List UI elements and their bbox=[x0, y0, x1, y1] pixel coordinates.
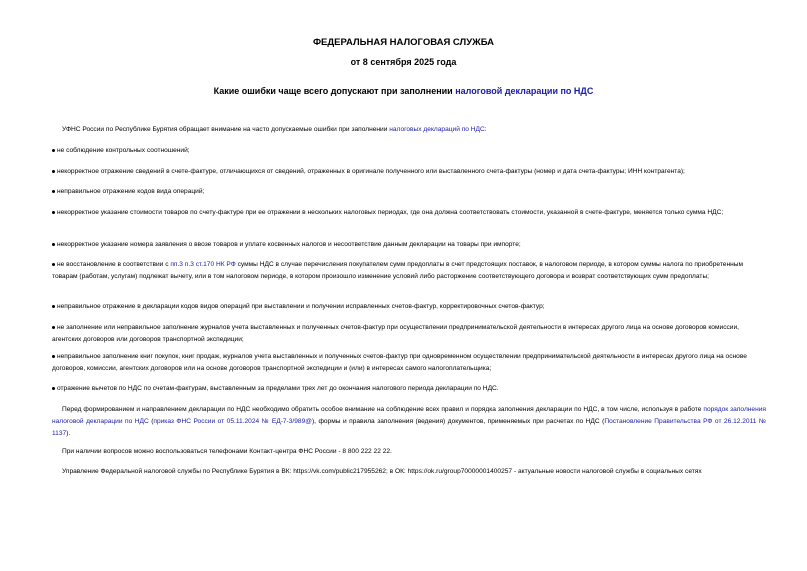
list-item-text: неправильное заполнение книг покупок, книг продаж, журналов учета выставленных и полученных счетов-фактур при одновременном осуществлении предпринимательской деятельности в интересах другого лица на основе договоров, комиссии, агентских договоров или на основе договоров транспортной экспедиции и (или) в интересах самого налогоплательщика; bbox=[52, 353, 747, 372]
bullet-icon bbox=[52, 243, 55, 246]
bullet-icon bbox=[52, 305, 55, 308]
social-paragraph: Управление Федеральной налоговой службы по Республике Бурятия в ВК: https://vk.com/public217955262; в ОК: https://ok.ru/group70000001400257 - актуальные новости налоговой службы в социальных сетях bbox=[62, 468, 702, 475]
closing-text: ( bbox=[148, 418, 154, 425]
bullet-icon bbox=[52, 149, 55, 152]
list-item-text: неправильное отражение кодов вида операций; bbox=[57, 188, 205, 195]
document-date: от 8 сентября 2025 года bbox=[350, 57, 457, 67]
filling-order-link[interactable]: порядок заполнения налоговой декларации по НДС bbox=[52, 406, 766, 425]
list-item-text: некорректное указание стоимости товаров по счету-фактуре при ее отражении в нескольких налоговых периодах, где она должна соответствовать стоимости, указанной в счете-фактуре, меняется только сумма НДС; bbox=[57, 209, 724, 216]
government-decree-link[interactable]: Постановление Правительства РФ от 26.12.2011 № 1137 bbox=[52, 418, 766, 437]
list-item bbox=[52, 322, 766, 346]
intro-text: УФНС России по Республике Бурятия обращает внимание на часто допускаемые ошибки при заполнении bbox=[62, 126, 390, 133]
bullet-icon bbox=[52, 190, 55, 193]
list-item bbox=[52, 301, 766, 313]
list-item bbox=[52, 207, 766, 219]
closing-text: Перед формированием и направлением декларации по НДС необходимо обратить особое внимание на соблюдение всех правил и порядка заполнения декларации по НДС, в том числе, используя в работе bbox=[62, 406, 704, 413]
tax-code-link[interactable]: пп.3 п.3 ст.170 НК РФ bbox=[170, 261, 236, 268]
list-item bbox=[52, 383, 766, 395]
list-item-text: не соблюдение контрольных соотношений; bbox=[57, 147, 190, 154]
list-item-prefix: не восстановление в соответствии с bbox=[57, 261, 171, 268]
list-item-text: некорректное указание номера заявления о ввозе товаров и уплате косвенных налогов и несоответствие данным декларации на товары при импорте; bbox=[57, 241, 521, 248]
fns-order-link[interactable]: приказ ФНС России от 05.11.2024 № ЕД-7-3/989@ bbox=[153, 418, 312, 425]
intro-paragraph bbox=[52, 124, 766, 136]
list-item bbox=[52, 259, 766, 283]
title-link[interactable]: налоговой декларации по НДС bbox=[455, 86, 594, 96]
closing-text: ). bbox=[66, 430, 71, 437]
bullet-icon bbox=[52, 211, 55, 214]
list-item bbox=[52, 351, 766, 375]
closing-paragraph bbox=[52, 404, 766, 440]
bullet-icon bbox=[52, 170, 55, 173]
page-title bbox=[0, 86, 807, 96]
list-item-text: некорректное отражение сведений в счете-фактуре, отличающихся от сведений, отраженных в оригинале полученного или выставленного счета-фактуры (номер и дата счета-фактуры; ИНН контрагента); bbox=[57, 168, 685, 175]
list-item bbox=[52, 166, 766, 178]
list-item-text: отражение вычетов по НДС по счетам-фактурам, выставленным за пределами трех лет до окончания налогового периода декларации по НДС. bbox=[57, 385, 499, 392]
list-item-text: неправильное отражение в декларации кодов видов операций при выставлении и получении исправленных счетов-фактур, корректировочных счетов-фактур; bbox=[57, 303, 545, 310]
intro-end: : bbox=[484, 126, 487, 133]
contact-paragraph: При наличии вопросов можно воспользоваться телефонами Контакт-центра ФНС России - 8 800 222 22 22. bbox=[62, 448, 392, 455]
intro-link[interactable]: налоговых деклараций по НДС bbox=[389, 126, 485, 133]
agency-title: ФЕДЕРАЛЬНАЯ НАЛОГОВАЯ СЛУЖБА bbox=[312, 37, 495, 48]
list-item bbox=[52, 239, 766, 251]
bullet-icon bbox=[52, 263, 55, 266]
bullet-icon bbox=[52, 326, 55, 329]
title-prefix: Какие ошибки чаще всего допускают при заполнении bbox=[213, 86, 456, 96]
bullet-icon bbox=[52, 387, 55, 390]
bullet-icon bbox=[52, 355, 55, 358]
list-item-text: не заполнение или неправильное заполнение журналов учета выставленных и полученных счетов-фактур при осуществлении предпринимательской деятельности в интересах другого лица на основе договоров комиссии, агентских договоров или договоров транспортной экспедиции; bbox=[52, 324, 739, 343]
list-item-text: суммы НДС в случае перечисления покупателем сумм предоплаты в счет предстоящих поставок, в налоговом периоде, в котором суммы налога по приобретенным товарам (работам, услугам) подлежат вычету, или в том налоговом периоде, в котором произошло изменение условий либо расторжение соответствующего договора и возврат соответствующих сумм предоплаты; bbox=[52, 261, 743, 280]
closing-text: ), формы и правила заполнения (ведения) документов, применяемых при расчетах по НДС ( bbox=[311, 418, 605, 425]
list-item bbox=[52, 186, 766, 198]
list-item bbox=[52, 145, 766, 157]
